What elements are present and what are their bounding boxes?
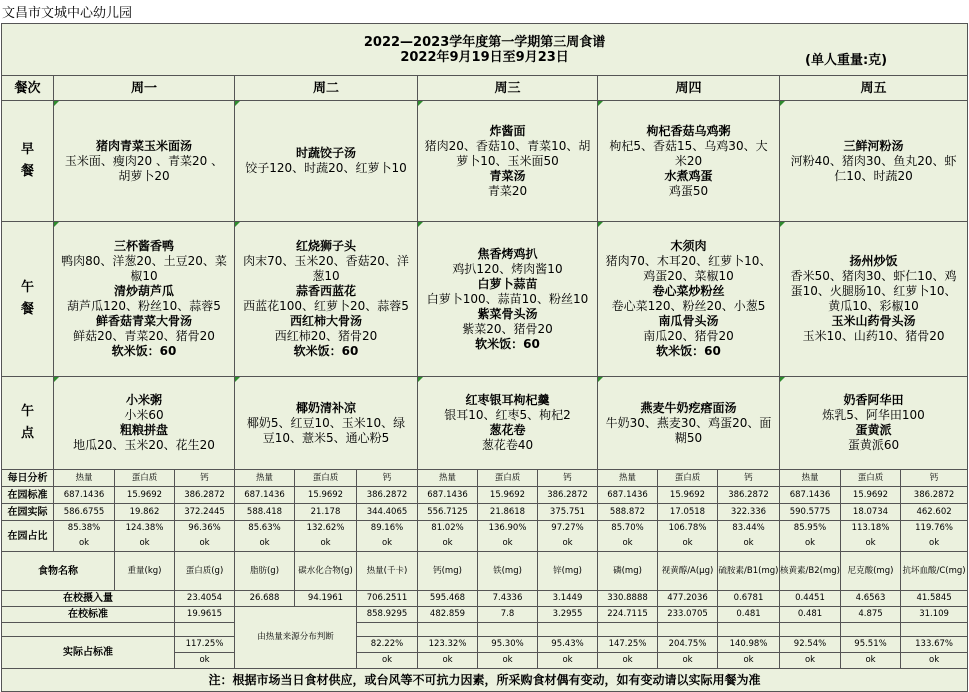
nutrient-header-cell: 锌(mg) (538, 552, 598, 591)
ingredient-list: 猪肉20、香菇10、青菜10、胡萝卜10、玉米面50 (424, 138, 591, 168)
standard-label: 在校标准 (2, 607, 175, 623)
meal-name-char: 午 (20, 404, 34, 419)
daily-pct-cell (295, 521, 357, 552)
dish-name: 小米粥 (125, 393, 162, 407)
meal-name-char: 午 (20, 280, 34, 295)
status-ok: ok (682, 538, 693, 548)
daily-header-cell: 钙 (175, 470, 235, 487)
daily-pct-cell (478, 521, 538, 552)
status-ok: ok (901, 653, 968, 669)
day-header-3: 周三 (418, 76, 598, 101)
ratio-value-cell: 95.43% (538, 637, 598, 653)
status-ok: ok (418, 653, 478, 669)
menu-title-line1: 2022—2023学年度第一学期第三周食谱 (363, 34, 606, 50)
daily-header-cell: 热量 (54, 470, 115, 487)
pct-value: 83.44% (732, 523, 765, 533)
meal-cell (598, 377, 780, 470)
intake-value-cell: 706.2511 (357, 591, 418, 607)
footer-note: 注：根据市场当日食材供应，或台风等不可抗力因素，所采购食材偶有变动，如有变动请以实际用餐为准 (2, 669, 968, 692)
ingredient-list: 卷心菜120、粉丝20、小葱5 (611, 299, 766, 313)
standard-value-cell: 4.875 (841, 607, 901, 623)
ingredient-list: 鸡扒120、烤肉酱10 (452, 261, 563, 276)
daily-value-cell: 15.9692 (115, 487, 175, 504)
dish-name: 椰奶清补凉 (295, 400, 356, 415)
blank-cell (538, 623, 598, 637)
daily-row-label: 在园标准 (2, 487, 54, 504)
dish-name: 时蔬饺子汤 (295, 146, 356, 160)
pct-value: 81.02% (431, 523, 464, 533)
ingredient-list: 西红柿20、猪骨20 (274, 329, 378, 343)
dish-name: 焦香烤鸡扒 (477, 246, 538, 261)
dish-name: 粗粮拼盘 (119, 423, 168, 437)
ingredient-list: 猪肉70、木耳20、红萝卜10、鸡蛋20、菜椒10 (605, 254, 772, 283)
ingredient-list: 鲜菇20、青菜20、猪骨20 (73, 329, 215, 343)
daily-header-cell: 蛋白质 (658, 470, 718, 487)
intake-label: 在校摄入量 (2, 591, 175, 607)
daily-value-cell: 372.2445 (175, 504, 235, 521)
dish-name: 青菜汤 (489, 168, 526, 183)
status-ok: ok (320, 538, 331, 548)
daily-pct-cell (901, 521, 968, 552)
day-header-4: 周四 (598, 76, 780, 101)
status-ok: ok (865, 538, 876, 548)
dish-name: 葱花卷 (489, 423, 526, 437)
nutrient-header-cell: 磷(mg) (598, 552, 658, 591)
pct-value: 89.16% (370, 523, 404, 533)
daily-header-cell: 热量 (235, 470, 295, 487)
daily-pct-cell (357, 521, 418, 552)
daily-value-cell: 18.0734 (841, 504, 901, 521)
daily-value-cell: 687.1436 (780, 487, 841, 504)
status-ok: ok (78, 538, 90, 548)
ingredient-list: 香米50、猪肉30、虾仁10、鸡蛋10、火腿肠10、红萝卜10、黄瓜10、彩椒10 (790, 269, 957, 313)
blank-cell (357, 623, 418, 637)
daily-value-cell: 21.178 (295, 504, 357, 521)
daily-pct-cell (598, 521, 658, 552)
pct-value: 124.38% (125, 523, 164, 533)
dish-name: 蛋黄派 (855, 423, 892, 437)
pct-value: 85.95% (793, 523, 827, 533)
dish-name: 软米饭：60 (111, 344, 177, 358)
intake-value-cell: 41.5845 (901, 591, 968, 607)
meal-cell (235, 377, 418, 470)
daily-value-cell: 19.862 (115, 504, 175, 521)
meal-cell (598, 101, 780, 222)
ingredient-list: 紫菜20、猪骨20 (462, 321, 553, 336)
ingredient-list: 肉末70、玉米20、香菇20、洋葱10 (243, 254, 409, 283)
daily-value-cell: 15.9692 (658, 487, 718, 504)
status-ok: ok (502, 538, 513, 548)
blank-cell (418, 623, 478, 637)
nutrient-header-cell: 碳水化合物(g) (295, 552, 357, 591)
intake-value-cell: 595.468 (418, 591, 478, 607)
daily-value-cell: 556.7125 (418, 504, 478, 521)
status-ok: ok (562, 538, 573, 548)
intake-value-cell: 0.4451 (780, 591, 841, 607)
ingredient-list: 白萝卜100、蒜苗10、粉丝10 (426, 291, 589, 306)
ratio-label: 实际占标准 (2, 637, 175, 669)
ingredient-list: 南瓜20、猪骨20 (643, 329, 734, 343)
daily-value-cell: 588.872 (598, 504, 658, 521)
daily-value-cell: 386.2872 (357, 487, 418, 504)
daily-header-cell: 蛋白质 (841, 470, 901, 487)
status-ok: ok (804, 538, 816, 548)
pct-value: 96.36% (188, 523, 221, 533)
daily-pct-cell (841, 521, 901, 552)
meal-cell (780, 222, 968, 377)
ingredient-list: 椰奶5、红豆10、玉米10、绿豆10、薏米5、通心粉5 (246, 415, 406, 445)
daily-value-cell: 687.1436 (54, 487, 115, 504)
meal-cell (418, 222, 598, 377)
ratio-value-cell: 123.32% (418, 637, 478, 653)
meal-cell (235, 222, 418, 377)
dish-name: 卷心菜炒粉丝 (652, 284, 725, 298)
blank-cell (478, 623, 538, 637)
daily-pct-cell (235, 521, 295, 552)
nutrient-header-cell: 核黄素/B2(mg) (780, 552, 841, 591)
ratio-value-cell: 140.98% (718, 637, 780, 653)
daily-pct-cell (658, 521, 718, 552)
status-ok: ok (381, 538, 393, 548)
meal-cell (54, 377, 235, 470)
ratio-value-cell: 95.51% (841, 637, 901, 653)
standard-value-cell: 233.0705 (658, 607, 718, 623)
ingredient-list: 牛奶30、燕麦30、鸡蛋20、面糊50 (605, 415, 772, 445)
day-header-1: 周一 (54, 76, 235, 101)
daily-header-cell: 钙 (538, 470, 598, 487)
nutrient-header-cell: 热量(千卡) (357, 552, 418, 591)
meal-name (2, 101, 54, 222)
daily-value-cell: 15.9692 (478, 487, 538, 504)
status-ok: ok (478, 653, 538, 669)
dish-name: 白萝卜蒜苗 (477, 276, 538, 291)
nutrient-header-cell: 钙(mg) (418, 552, 478, 591)
pct-value: 97.27% (551, 523, 584, 533)
nutrient-header-cell: 重量(kg) (115, 552, 175, 591)
meal-cell (780, 377, 968, 470)
dish-name: 玉米山药骨头汤 (831, 314, 916, 328)
pct-value: 136.90% (488, 523, 527, 533)
pct-value: 119.76% (915, 523, 953, 533)
meal-name (2, 377, 54, 470)
daily-pct-cell (175, 521, 235, 552)
daily-value-cell: 687.1436 (598, 487, 658, 504)
dish-name: 清炒葫芦瓜 (113, 284, 174, 298)
ingredient-list: 河粉40、猪肉30、鱼丸20、虾仁10、时蔬20 (790, 153, 957, 183)
standard-value-cell: 858.9295 (357, 607, 418, 623)
dish-name: 扬州炒饭 (849, 254, 898, 268)
daily-analysis-label: 每日分析 (2, 470, 54, 487)
daily-header-cell: 蛋白质 (478, 470, 538, 487)
ingredient-list: 西蓝花100、红萝卜20、蒜蓉5 (243, 299, 409, 313)
meal-name-char: 餐 (20, 164, 34, 179)
nutrient-header-cell: 铁(mg) (478, 552, 538, 591)
blank-cell (841, 623, 901, 637)
intake-value-cell: 7.4336 (478, 591, 538, 607)
dish-name: 燕麦牛奶疙瘩面汤 (640, 400, 737, 415)
ratio-value-cell: 95.30% (478, 637, 538, 653)
dish-name: 猪肉青菜玉米面汤 (95, 138, 192, 153)
daily-header-cell: 蛋白质 (295, 470, 357, 487)
daily-value-cell: 462.602 (901, 504, 968, 521)
dish-name: 软米饭：60 (293, 344, 359, 358)
school-name: 文昌市文城中心幼儿园 (2, 6, 133, 21)
menu-date-range: 2022年9月19日至9月23日 (400, 49, 569, 65)
daily-header-cell: 热量 (780, 470, 841, 487)
ratio-value-cell: 133.67% (901, 637, 968, 653)
dish-name: 蒜香西蓝花 (295, 284, 356, 298)
blank-cell (780, 623, 841, 637)
ingredient-list: 鸭肉80、洋葱20、土豆20、菜椒10 (61, 254, 227, 283)
dish-name: 红枣银耳枸杞羹 (465, 393, 550, 407)
meal-cell (418, 377, 598, 470)
intake-value-cell: 4.6563 (841, 591, 901, 607)
ingredient-list: 葱花卷40 (481, 438, 534, 452)
ingredient-list: 炼乳5、阿华田100 (822, 408, 925, 422)
ingredient-list: 银耳10、红枣5、枸杞2 (444, 408, 571, 422)
dish-name: 红烧狮子头 (295, 239, 356, 253)
daily-pct-label: 在园占比 (2, 521, 54, 552)
energy-source-note: 由热量来源分布判断 (235, 607, 357, 669)
standard-value-cell: 224.7115 (598, 607, 658, 623)
daily-value-cell: 687.1436 (235, 487, 295, 504)
meal-name-char: 早 (20, 142, 34, 157)
ingredient-list: 蛋黄派60 (847, 438, 900, 452)
daily-value-cell: 586.6755 (54, 504, 115, 521)
dish-name: 奶香阿华田 (843, 393, 904, 407)
dish-name: 软米饭：60 (656, 344, 721, 358)
intake-value-cell: 94.1961 (295, 591, 357, 607)
daily-value-cell: 588.418 (235, 504, 295, 521)
daily-value-cell: 375.751 (538, 504, 598, 521)
daily-header-cell: 钙 (357, 470, 418, 487)
status-ok: ok (743, 538, 754, 548)
status-ok: ok (199, 538, 210, 548)
blank-label (2, 623, 175, 637)
daily-value-cell: 15.9692 (841, 487, 901, 504)
nutrient-header-cell: 脂肪(g) (235, 552, 295, 591)
meal-cell (54, 222, 235, 377)
meal-cell (235, 101, 418, 222)
ratio-value-cell: 147.25% (598, 637, 658, 653)
meal-cell (780, 101, 968, 222)
status-ok: ok (175, 653, 235, 669)
daily-value-cell: 21.8618 (478, 504, 538, 521)
ingredient-list: 小米60 (124, 408, 164, 422)
meal-cell (598, 222, 780, 377)
ratio-value-cell: 117.25% (175, 637, 235, 653)
daily-pct-cell (115, 521, 175, 552)
daily-header-cell: 钙 (718, 470, 780, 487)
menu-title (2, 24, 968, 76)
meal-name-char: 点 (20, 426, 34, 441)
nutrient-header-cell: 食物名称 (2, 552, 115, 591)
standard-value-cell: 7.8 (478, 607, 538, 623)
daily-value-cell: 590.5775 (780, 504, 841, 521)
status-ok: ok (929, 538, 940, 548)
daily-pct-cell (54, 521, 115, 552)
daily-header-cell: 热量 (598, 470, 658, 487)
daily-value-cell: 322.336 (718, 504, 780, 521)
ingredient-list: 玉米10、山药10、猪骨20 (802, 329, 945, 343)
daily-header-cell: 钙 (901, 470, 968, 487)
dish-name: 枸杞香菇乌鸡粥 (646, 123, 731, 138)
nutrient-header-cell: 蛋白质(g) (175, 552, 235, 591)
ingredient-list: 枸杞5、香菇15、乌鸡30、大米20 (609, 138, 768, 168)
intake-value-cell: 330.8888 (598, 591, 658, 607)
daily-pct-cell (418, 521, 478, 552)
daily-value-cell: 15.9692 (295, 487, 357, 504)
daily-pct-cell (538, 521, 598, 552)
pct-value: 85.70% (611, 523, 644, 533)
pct-value: 106.78% (668, 523, 707, 533)
pct-value: 85.38% (67, 523, 101, 533)
blank-cell (718, 623, 780, 637)
status-ok: ok (718, 653, 780, 669)
dish-name: 水煮鸡蛋 (664, 168, 713, 183)
ingredient-list: 饺子120、时蔬20、红萝卜10 (245, 161, 407, 175)
intake-value-cell: 3.1449 (538, 591, 598, 607)
meal-name (2, 222, 54, 377)
ingredient-list: 地瓜20、玉米20、花生20 (73, 438, 215, 452)
daily-value-cell: 386.2872 (175, 487, 235, 504)
status-ok: ok (139, 538, 150, 548)
standard-value-cell: 482.859 (418, 607, 478, 623)
ratio-value-cell: 92.54% (780, 637, 841, 653)
standard-value-cell: 0.481 (780, 607, 841, 623)
pct-value: 132.62% (306, 523, 345, 533)
ingredient-list: 鸡蛋50 (668, 183, 709, 198)
blank-cell (901, 623, 968, 637)
status-ok: ok (259, 538, 270, 548)
dish-name: 西红柿大骨汤 (289, 314, 362, 328)
daily-value-cell: 344.4065 (357, 504, 418, 521)
status-ok: ok (442, 538, 453, 548)
menu-table (1, 23, 968, 692)
daily-value-cell: 386.2872 (901, 487, 968, 504)
daily-header-cell: 蛋白质 (115, 470, 175, 487)
dish-name: 南瓜骨头汤 (658, 314, 719, 328)
daily-value-cell: 17.0518 (658, 504, 718, 521)
status-ok: ok (357, 653, 418, 669)
dish-name: 鲜香菇青菜大骨汤 (95, 314, 192, 328)
intake-value-cell: 23.4054 (175, 591, 235, 607)
day-header-5: 周五 (780, 76, 968, 101)
dish-name: 炸酱面 (489, 123, 526, 138)
daily-row-label: 在园实际 (2, 504, 54, 521)
blank-cell (598, 623, 658, 637)
unit-label: (单人重量:克) (805, 53, 888, 68)
standard-value-cell: 3.2955 (538, 607, 598, 623)
status-ok: ok (780, 653, 841, 669)
status-ok: ok (841, 653, 901, 669)
dish-name: 软米饭：60 (475, 336, 540, 351)
status-ok: ok (658, 653, 718, 669)
daily-header-cell: 热量 (418, 470, 478, 487)
status-ok: ok (538, 653, 598, 669)
ratio-value-cell: 204.75% (658, 637, 718, 653)
daily-value-cell: 386.2872 (718, 487, 780, 504)
nutrient-header-cell: 硫胺素/B1(mg) (718, 552, 780, 591)
daily-pct-cell (718, 521, 780, 552)
ingredient-list: 玉米面、瘦肉20 、青菜20 、胡萝卜20 (64, 153, 224, 183)
ingredient-list: 葫芦瓜120、粉丝10、蒜蓉5 (67, 299, 221, 313)
intake-value-cell: 477.2036 (658, 591, 718, 607)
blank-cell (658, 623, 718, 637)
intake-value-cell: 0.6781 (718, 591, 780, 607)
daily-pct-cell (780, 521, 841, 552)
nutrient-header-cell: 尼克酸(mg) (841, 552, 901, 591)
meal-cell (418, 101, 598, 222)
dish-name: 木须肉 (670, 239, 707, 253)
status-ok: ok (598, 653, 658, 669)
standard-value-cell: 19.9615 (175, 607, 235, 623)
pct-value: 85.63% (248, 523, 281, 533)
nutrient-header-cell: 视黄醇/A(μg) (658, 552, 718, 591)
daily-value-cell: 687.1436 (418, 487, 478, 504)
meal-cell (54, 101, 235, 222)
meal-column-header: 餐次 (2, 76, 54, 101)
nutrient-header-cell: 抗坏血酸/C(mg) (901, 552, 968, 591)
dish-name: 紫菜骨头汤 (477, 306, 538, 321)
standard-value-cell: 31.109 (901, 607, 968, 623)
standard-value-cell: 0.481 (718, 607, 780, 623)
status-ok: ok (622, 538, 633, 548)
blank-cell (175, 623, 235, 637)
ingredient-list: 青菜20 (487, 183, 528, 198)
ratio-value-cell: 82.22% (357, 637, 418, 653)
dish-name: 三鲜河粉汤 (843, 138, 904, 153)
dish-name: 三杯酱香鸭 (113, 239, 174, 253)
intake-value-cell: 26.688 (235, 591, 295, 607)
pct-value: 113.18% (851, 523, 890, 533)
daily-value-cell: 386.2872 (538, 487, 598, 504)
day-header-2: 周二 (235, 76, 418, 101)
meal-name-char: 餐 (20, 302, 34, 317)
